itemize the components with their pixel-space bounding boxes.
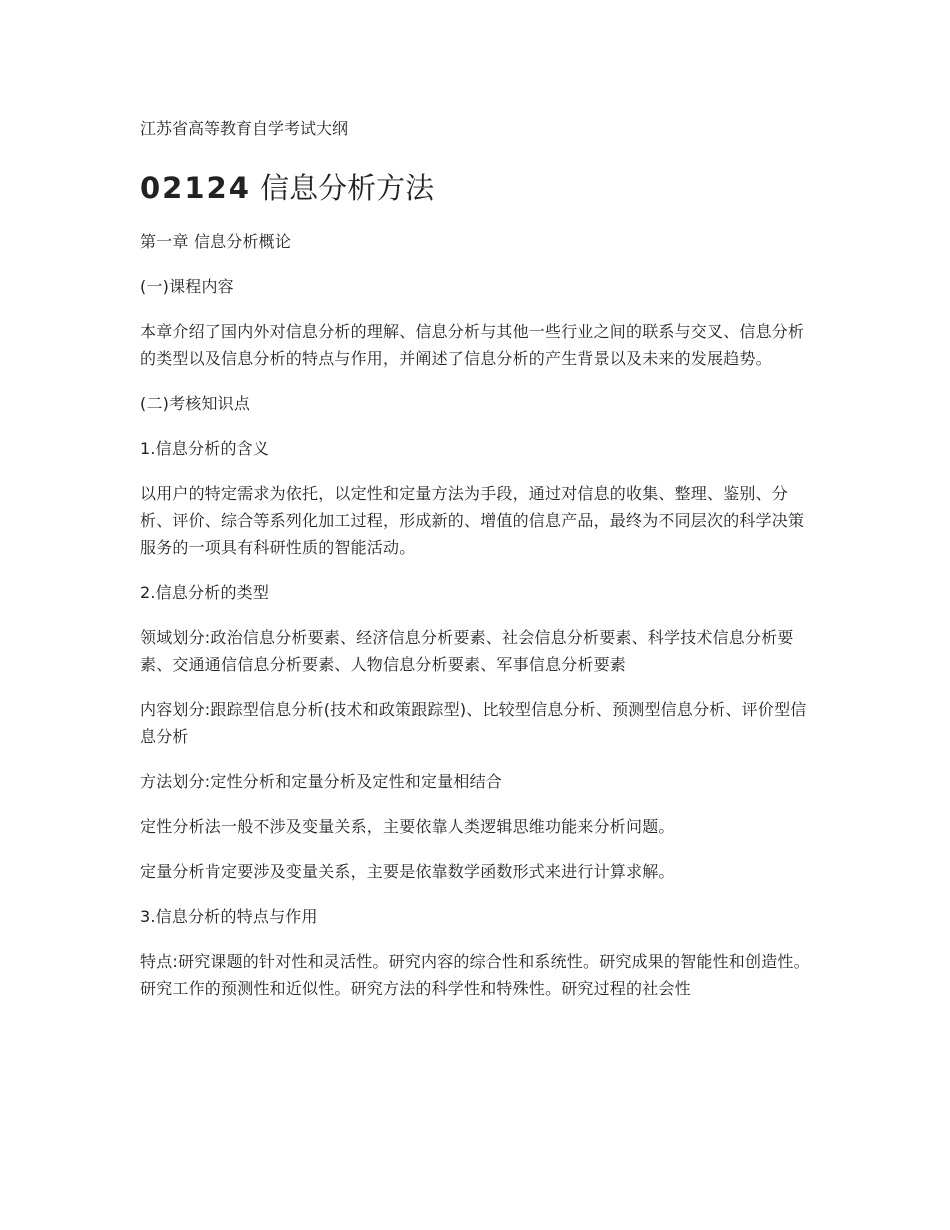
- paragraph-content-division: 内容划分:跟踪型信息分析(技术和政策跟踪型)、比较型信息分析、预测型信息分析、评价型信息分析: [140, 700, 807, 746]
- document-title: [140, 170, 434, 206]
- paragraph-qualitative: 定性分析法一般不涉及变量关系，主要依靠人类逻辑思维功能来分析问题。: [140, 817, 675, 836]
- item-heading-types: 2.信息分析的类型: [140, 583, 270, 602]
- paragraph-definition: 以用户的特定需求为依托，以定性和定量方法为手段，通过对信息的收集、整理、鉴别、分析、评价、综合等系列化加工过程，形成新的、增值的信息产品，最终为不同层次的科学决策服务的一项具有科研性质的智能活动。: [140, 484, 805, 557]
- paragraph-method-division: 方法划分:定性分析和定量分析及定性和定量相结合: [140, 772, 502, 791]
- document-header: 江苏省高等教育自学考试大纲: [140, 119, 349, 138]
- paragraph-quantitative: 定量分析肯定要涉及变量关系，主要是依靠数学函数形式来进行计算求解。: [140, 862, 675, 881]
- course-code: 02124: [140, 171, 251, 205]
- section-heading-course-content: (一)课程内容: [140, 277, 234, 296]
- chapter-heading: 第一章 信息分析概论: [140, 232, 292, 251]
- item-heading-definition: 1.信息分析的含义: [140, 439, 270, 458]
- section-heading-knowledge-points: (二)考核知识点: [140, 394, 251, 413]
- paragraph-domain-division: 领域划分:政治信息分析要素、经济信息分析要素、社会信息分析要素、科学技术信息分析要素、交通通信信息分析要素、人物信息分析要素、军事信息分析要素: [140, 628, 794, 674]
- paragraph-features: 特点:研究课题的针对性和灵活性。研究内容的综合性和系统性。研究成果的智能性和创造性。研究工作的预测性和近似性。研究方法的科学性和特殊性。研究过程的社会性: [140, 952, 810, 998]
- item-heading-features: 3.信息分析的特点与作用: [140, 907, 318, 926]
- course-name: 信息分析方法: [260, 171, 435, 205]
- document-body: [140, 228, 820, 1020]
- paragraph-course-content: 本章介绍了国内外对信息分析的理解、信息分析与其他一些行业之间的联系与交叉、信息分析的类型以及信息分析的特点与作用，并阐述了信息分析的产生背景以及未来的发展趋势。: [140, 322, 805, 368]
